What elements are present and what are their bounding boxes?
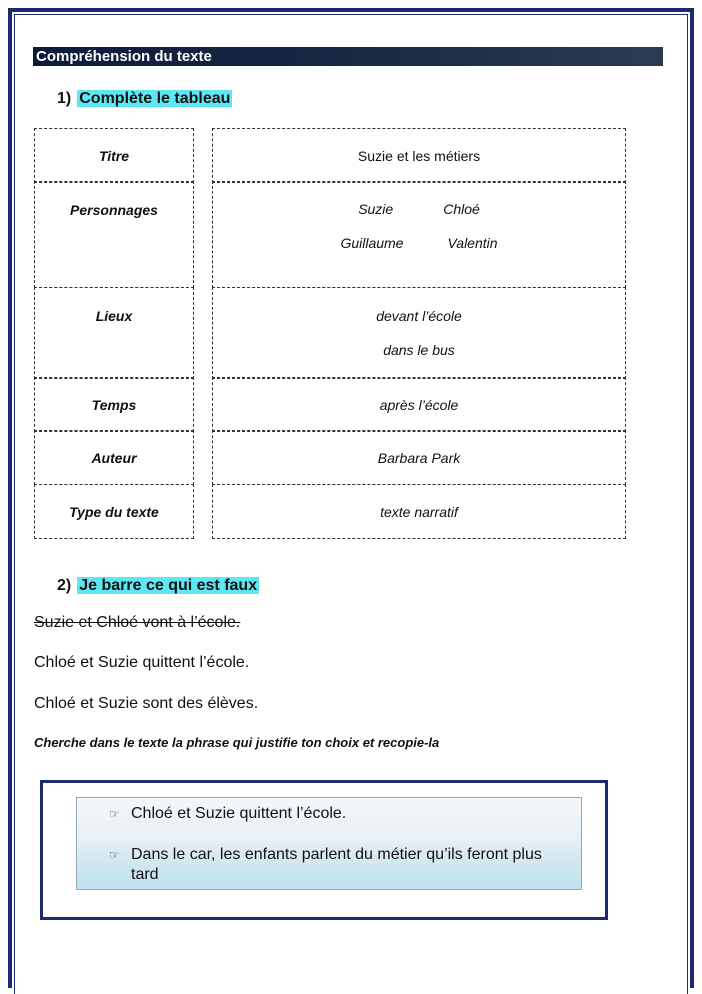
instruction-text: Cherche dans le texte la phrase qui justifie ton choix et recopie-la [34,735,440,750]
answer-item [109,845,571,885]
lieu-item: devant l’école [376,308,462,324]
question-1-title [57,89,232,109]
table-label-auteur: Auteur [34,430,194,485]
table-value-titre: Suzie et les métiers [212,128,626,183]
pointing-hand-icon: ☞ [109,848,120,862]
statement: Chloé et Suzie quittent l’école. [34,654,250,671]
statement-struck: Suzie et Chloé vont à l’école. [34,614,241,631]
answer-text: Dans le car, les enfants parlent du métier qu’ils feront plus tard [131,846,542,883]
question-1-number: 1) [57,90,72,107]
question-2-number: 2) [57,577,72,594]
statement: Chloé et Suzie sont des élèves. [34,695,259,712]
question-2-title [57,576,259,596]
table-value-auteur: Barbara Park [212,430,626,485]
table-label-personnages: Personnages [34,181,194,288]
table-value-temps: après l’école [212,377,626,432]
table-label-lieux: Lieux [34,287,194,379]
table-label-titre: Titre [34,128,194,183]
table-value-lieux [212,287,626,379]
table-value-personnages [212,181,626,288]
personnage-name: Chloé [443,201,480,217]
question-1-text: Complète le tableau [79,90,231,107]
section-title: Compréhension du texte [33,47,663,66]
personnage-name: Guillaume [340,235,404,251]
pointing-hand-icon: ☞ [109,807,120,821]
personnage-name: Valentin [447,235,498,251]
answer-box [76,797,582,890]
table-value-type: texte narratif [212,484,626,539]
table-label-temps: Temps [34,377,194,432]
answer-text: Chloé et Suzie quittent l’école. [131,805,347,822]
personnage-name: Suzie [358,201,394,217]
answer-item [109,804,571,824]
lieu-item: dans le bus [383,342,455,358]
question-2-text: Je barre ce qui est faux [79,577,258,594]
table-label-type: Type du texte [34,484,194,539]
